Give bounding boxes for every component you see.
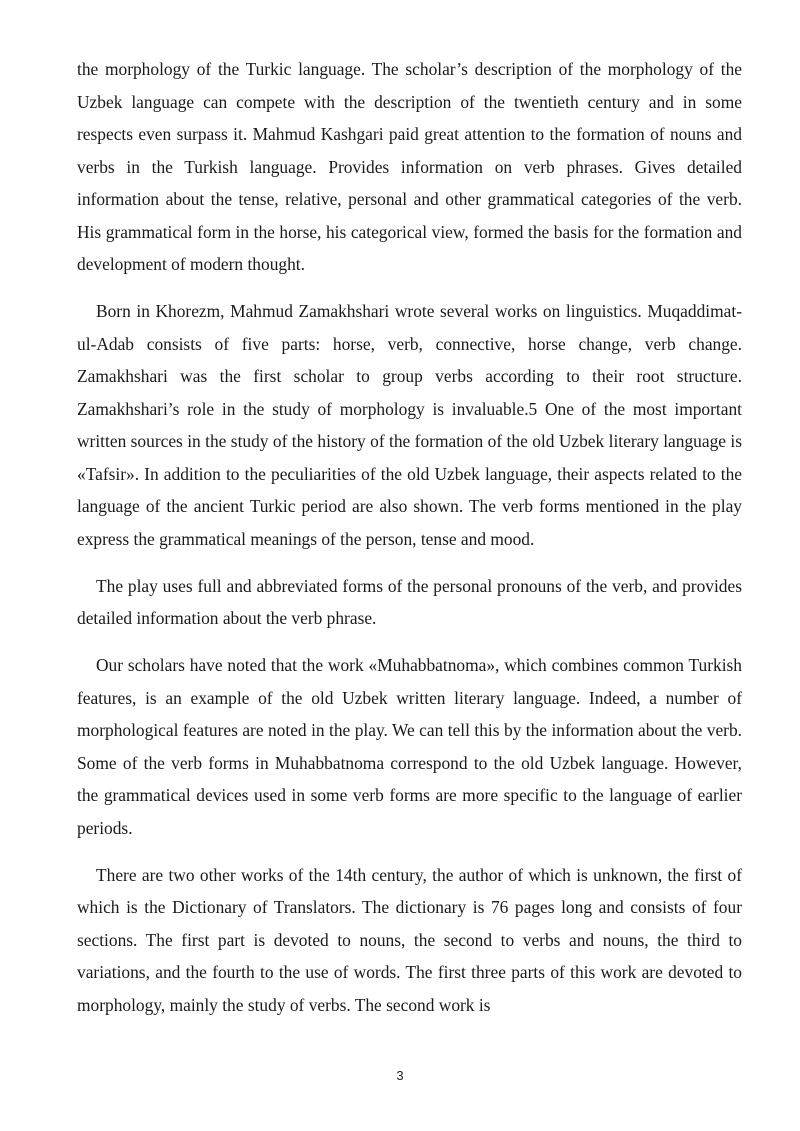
- page-number: 3: [396, 1068, 404, 1083]
- paragraph-2: Born in Khorezm, Mahmud Zamakhshari wrote several works on linguistics. Muqaddimat-ul-Adab consists of five parts: horse, verb, connective, horse change, verb change. Zamakhshari was the first scholar to group verbs according to their root structure. Zamakhshari’s role in the study of morphology is invaluable.5 One of the most important written sources in the study of the history of the formation of the old Uzbek literary language is «Tafsir». In addition to the peculiarities of the old Uzbek language, their aspects related to the language of the ancient Turkic period are also shown. The verb forms mentioned in the play express the grammatical meanings of the person, tense and mood.: [77, 301, 742, 549]
- paragraph-gap: [77, 555, 742, 570]
- paragraph-gap: [77, 281, 742, 296]
- paragraph-gap: [77, 844, 742, 859]
- paragraph-gap: [77, 635, 742, 650]
- paragraph-5: There are two other works of the 14th century, the author of which is unknown, the first of which is the Dictionary of Translators. The dictionary is 76 pages long and consists of four sections. The first part is devoted to nouns, the second to verbs and nouns, the third to variations, and the fourth to the use of words. The first three parts of this work are devoted to morphology, mainly the study of verbs. The second work is: [77, 864, 742, 1015]
- body-text: [77, 53, 742, 1021]
- paragraph-3: The play uses full and abbreviated forms of the personal pronouns of the verb, and provides detailed information about the verb phrase.: [77, 575, 742, 628]
- paragraph-1: the morphology of the Turkic language. The scholar’s description of the morphology of the Uzbek language can compete with the description of the twentieth century and in some respects even surpass it. Mahmud Kashgari paid great attention to the formation of nouns and verbs in the Turkish language. Provides information on verb phrases. Gives detailed information about the tense, relative, personal and other grammatical categories of the verb. His grammatical form in the horse, his categorical view, formed the basis for the formation and development of modern thought.: [77, 59, 742, 274]
- paragraph-4: Our scholars have noted that the work «Muhabbatnoma», which combines common Turkish features, is an example of the old Uzbek written literary language. Indeed, a number of morphological features are noted in the play. We can tell this by the information about the verb. Some of the verb forms in Muhabbatnoma correspond to the old Uzbek language. However, the grammatical devices used in some verb forms are more specific to the language of earlier periods.: [77, 655, 742, 838]
